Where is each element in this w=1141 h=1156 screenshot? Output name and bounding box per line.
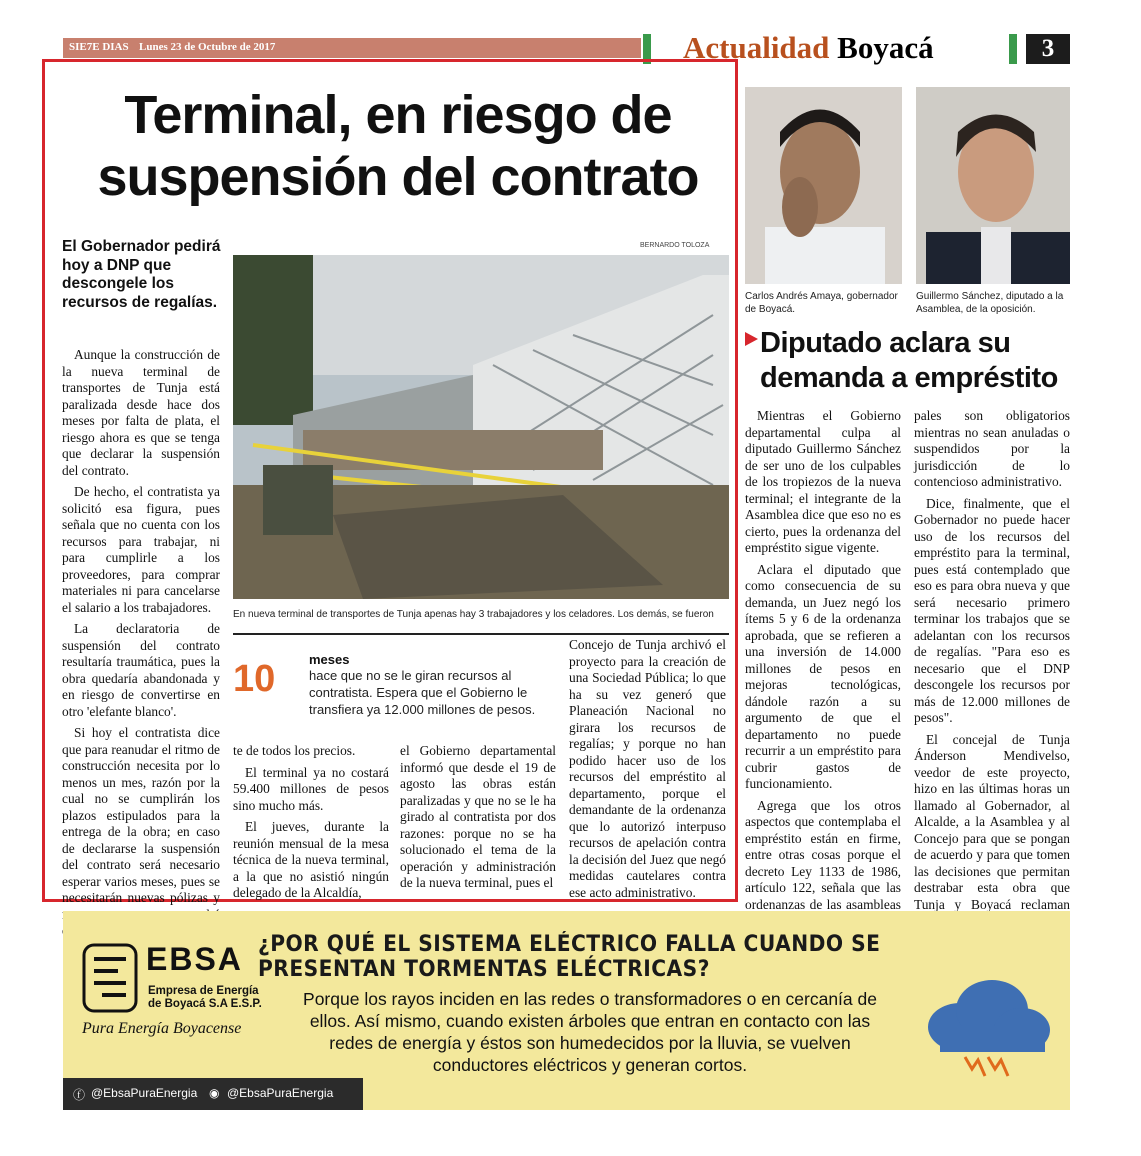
stat-number: 10	[233, 658, 276, 700]
governor-caption: Carlos Andrés Amaya, gobernador de Boyacá.	[745, 291, 898, 315]
ad-question: ¿POR QUÉ EL SISTEMA ELÉCTRICO FALLA CUANDO SE PRESENTAN TORMENTAS ELÉCTRICAS?	[258, 932, 881, 982]
ad-social-bar	[63, 1078, 363, 1110]
paper-name: SIE7E DIAS	[69, 41, 129, 53]
article-column-2: te de todos los precios. El terminal ya no costará 59.400 millones de pesos sino mucho más. El jueves, durante la reunión mensual de la mesa técnica de la nueva terminal, a la que no asistió ningún delegado de la Alcaldía,	[233, 743, 389, 900]
section-title-a: Actualidad	[683, 30, 830, 65]
photo-caption: En nueva terminal de transportes de Tunja apenas hay 3 trabajadores y los celadores. Los demás, se fueron	[233, 609, 714, 620]
twitter-handle[interactable]: @EbsaPuraEnergia	[227, 1086, 334, 1100]
article-lead: El Gobernador pedirá hoy a DNP que descongele los recursos de regalías.	[62, 238, 221, 311]
section-title-b: Boyacá	[837, 30, 934, 65]
page-number: 3	[1026, 34, 1070, 64]
ad-answer: Porque los rayos inciden en las redes o transformadores o en cercanía de ellos. Así mismo, cuando existen árboles que entran en contacto con las redes de energía y éstos son humedecidos por la lluvia, se vuelven conductores eléctricos y generan cortos.	[303, 989, 877, 1075]
article-column-3: el Gobierno departamental informó que desde el 19 de agosto las obras están paralizadas y que no se le ha girado al contratista por dos razones: porque no se ha solucionado el tema de la operación y administración de la nueva terminal, pues el	[400, 743, 556, 890]
section-rule	[233, 633, 729, 635]
stat-unit: meses	[309, 652, 350, 667]
header-bar	[63, 38, 641, 58]
article-column-4: Concejo de Tunja archivó el proyecto para la creación de una Sociedad Pública; lo que ha su vez generó que Planeación Nacional no girara los recursos de regalías; y porque no han podido hacer uso de los recursos del empréstito al departamento, porque el demandante de la ordenanza que lo autorizó interpuso recursos de apelación contra la decisión del Juez que negó medidas cautelares contra ese acto administrativo.	[569, 637, 726, 900]
page-marker	[1009, 34, 1017, 64]
deputy-caption: Guillermo Sánchez, diputado a la Asamblea, de la oposición.	[916, 291, 1064, 315]
headline-marker	[745, 332, 758, 346]
ebsa-slogan: Pura Energía Boyacense	[82, 1020, 242, 1037]
issue-date: Lunes 23 de Octubre de 2017	[139, 41, 276, 53]
ebsa-logo-text: EBSA	[146, 941, 243, 977]
stat-text: hace que no se le giran recursos al contratista. Espera que el Gobierno le transfiera ya 12.000 millones de pesos.	[309, 668, 536, 717]
governor-photo	[745, 87, 902, 284]
twitter-icon: ◉	[209, 1086, 220, 1100]
facebook-icon: ⓕ	[73, 1088, 86, 1102]
ebsa-company-name: Empresa de Energía de Boyacá S.A E.S.P.	[148, 985, 262, 1010]
ebsa-logo-mark	[82, 943, 138, 1013]
article-column-1: Aunque la construcción de la nueva terminal de transportes de Tunja está paralizada desde hace dos meses por falta de plata, el riesgo ahora es que se tenga que declarar la suspensión del contrato. De hecho, el contratista ya solicitó esa figura, pues señala que no cuenta con los recursos para trabajar, ni para cumplirle a los proveedores, para comprar materiales ni para cancelarse el salario a los trabajadores. La declaratoria de suspensión del contrato resultaría traumática, pues la obra quedaría abandonada y en riesgo de convertirse en otro 'elefante blanco'. Si hoy el contratista dice que para reanudar el ritmo de construcción necesita por lo menos un mes, razón por la cual no se cumplirán los plazos estipulados para la entrega de la obra; en caso de declararse la suspensión del contrato será necesario esperar varios meses, pues se necesitarán nuevas pólizas y	[62, 347, 220, 905]
photo-credit: BERNARDO TOLOZA	[640, 242, 710, 249]
side-column-2: pales son obligatorios mientras no sean anuladas o suspendidos por la jurisdicción de lo contencioso administrativo. Dice, finalmente, que el Gobernador no puede hacer uso de los recursos del empréstito para la terminal, pues está contemplado que eso es para obra nueva y que será necesario primero terminar los trabajos que se adelantan con los recursos de regalías. "Para eso es necesario que el DNP descongele los recursos por más de 12.000 millones de pesos". El concejal de Tunja Ánderson Mendivelso, veedor de este proyecto, hizo en las últimas horas un llamado al Gobernador, al Alcalde, a la Asamblea y al Concejo para que se pongan de acuerdo y para que tomen las decisiones que permitan destrabar esta obra que Tunja y Boyacá reclaman	[914, 408, 1070, 912]
storm-cloud-icon	[920, 972, 1055, 1082]
side-column-1: Mientras el Gobierno departamental culpa al diputado Guillermo Sánchez de ser uno de los culpables de los tropiezos de la nueva terminal; el integrante de la Asamblea dice que eso no es cierto, pues la ordenanza del empréstito sigue vigente. Aclara el diputado que como consecuencia de su demanda, un Juez negó los ítems 5 y 6 de la ordenanza aprobada, que se refieren a una inversión de 14.000 millones de pesos en mejoras tecnológicas, dándole razón a su argumento de que el departamento no puede recurrir a un empréstito para cubrir gastos de funcionamiento. Agrega que los otros aspectos que contemplaba el empréstito están en firme, entre otras cosas porque el decreto Ley 1133 de 1986, artículo 122, señala que las ordenanzas de las asambleas	[745, 408, 901, 912]
main-headline: Terminal, en riesgo de suspensión del contrato	[97, 85, 699, 207]
facebook-handle[interactable]: @EbsaPuraEnergia	[91, 1086, 198, 1100]
side-headline: Diputado aclara su demanda a empréstito	[760, 327, 1058, 394]
terminal-photo	[233, 255, 729, 599]
deputy-photo	[916, 87, 1070, 284]
